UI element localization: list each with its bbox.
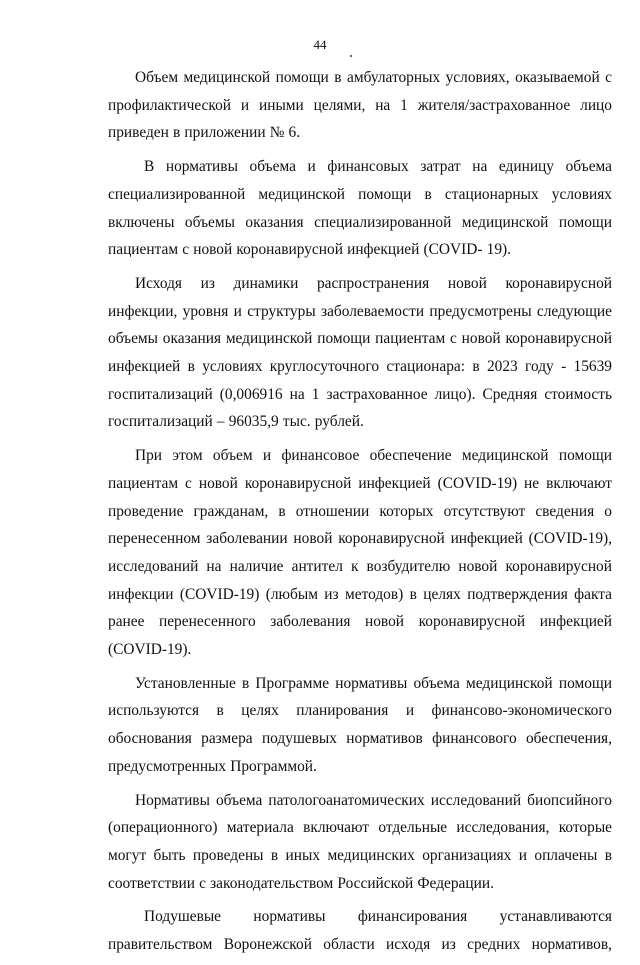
paragraph-covid-hospitalizations: Исходя из динамики распространения новой коронавирусной инфекции, уровня и структуры заболеваемости предусмотрены следующие объемы оказания медицинской помощи пациентам с новой коронавирусной инфекцией в условиях круглосуточного стационара: в 2023 году - 15639 госпитализаций (0,006916 на 1 застрахованное лицо). Средняя стоимость госпитализаций – 96035,9 тыс. рублей. [108, 274, 612, 431]
paragraph-ambulatory-volume: Объем медицинской помощи в амбулаторных условиях, оказываемой с профилактической и иными целями, на 1 жителя/застрахованное лицо приведен в приложении № 6. [108, 69, 612, 142]
scan-dot [350, 55, 352, 57]
paragraph-per-capita-norms: Подушевые нормативы финансирования устанавливаются правительством Воронежской области исходя из средних нормативов, [108, 908, 612, 954]
paragraph-specialized-care: В нормативы объема и финансовых затрат на единицу объема специализированной медицинской помощи в стационарных условиях включены объемы оказания специализированной медицинской помощи пациентам с новой коронавирусной инфекцией (COVID- 19). [108, 158, 612, 259]
page-number: 44 [313, 37, 327, 52]
document-body [108, 64, 612, 965]
paragraph-program-norms: Установленные в Программе нормативы объема медицинской помощи используются в целях планирования и финансово-экономического обоснования размера подушевых нормативов финансового обеспечения, предусмотренных Программой. [108, 674, 612, 775]
paragraph-pathology-norms: Нормативы объема патологоанатомических исследований биопсийного (операционного) материала включают отдельные исследования, которые могут быть проведены в иных медицинских организациях и оплачены в соответствии с законодательством Российской Федерации. [108, 791, 612, 892]
paragraph-antibody-tests: При этом объем и финансовое обеспечение медицинской помощи пациентам с новой коронавирусной инфекцией (COVID-19) не включают проведение гражданам, в отношении которых отсутствуют сведения о перенесенном заболевании новой коронавирусной инфекцией (COVID-19), исследований на наличие антител к возбудителю новой коронавирусной инфекции (COVID-19) (любым из методов) в целях подтверждения факта ранее перенесенного заболевания новой коронавирусной инфекцией (COVID-19). [108, 447, 612, 659]
